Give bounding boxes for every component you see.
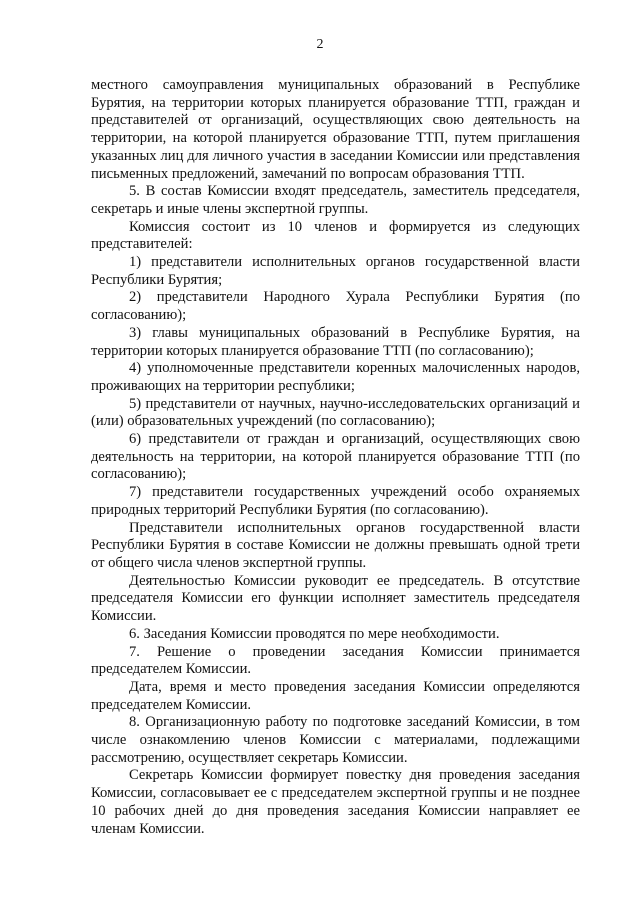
list-item-5: 5) представители от научных, научно-исследовательских организаций и (или) образовательных учреждений (по согласованию); — [91, 395, 580, 430]
list-item-3: 3) главы муниципальных образований в Республике Бурятия, на территории которых планируется образование ТТП (по согласованию); — [91, 324, 580, 359]
paragraph-item-8: 8. Организационную работу по подготовке заседаний Комиссии, в том числе ознакомлению членов Комиссии с материалами, подлежащими рассмотрению, осуществляет секретарь Комиссии. — [91, 714, 580, 766]
paragraph-continuation: местного самоуправления муниципальных образований в Республике Бурятия, на территории которых планируется образование ТТП, граждан и представителей от организаций, осуществляющих свою деятельность на территории, на которой планируется образование ТТП, путем приглашения указанных лиц для личного участия в заседании Комиссии или представления письменных предложений, замечаний по вопросам образования ТТП. — [91, 77, 580, 182]
document-body — [91, 77, 580, 838]
paragraph-item-6: 6. Заседания Комиссии проводятся по мере необходимости. — [129, 625, 500, 642]
list-item-1: 1) представители исполнительных органов государственной власти Республики Бурятия; — [91, 254, 580, 288]
paragraph-leadership: Деятельностью Комиссии руководит ее председатель. В отсутствие председателя Комиссии его функции исполняет заместитель председателя Комиссии. — [91, 572, 580, 625]
list-item-2: 2) представители Народного Хурала Республики Бурятия (по согласованию); — [91, 289, 580, 324]
paragraph-meeting-date: Дата, время и место проведения заседания Комиссии определяются председателем Комиссии. — [91, 678, 580, 713]
paragraph-secretary-agenda: Секретарь Комиссии формирует повестку дня проведения заседания Комиссии, согласовывает ее с председателем экспертной группы и не позднее 10 рабочих дней до дня проведения заседания Комиссии направляет ее членам Комиссии. — [91, 767, 580, 837]
list-item-4: 4) уполномоченные представители коренных малочисленных народов, проживающих на территории республики; — [91, 360, 580, 394]
list-item-6: 6) представители от граждан и организаций, осуществляющих свою деятельность на территории, на которой планируется образование ТТП (по согласованию); — [91, 431, 580, 483]
paragraph-item-5: 5. В состав Комиссии входят председатель, заместитель председателя, секретарь и иные члены экспертной группы. — [91, 183, 580, 217]
paragraph-item-7: 7. Решение о проведении заседания Комиссии принимается председателем Комиссии. — [91, 643, 580, 678]
paragraph-composition: Комиссия состоит из 10 членов и формируется из следующих представителей: — [91, 218, 580, 253]
paragraph-representatives-limit: Представители исполнительных органов государственной власти Республики Бурятия в составе Комиссии не должны превышать одной трети от общего числа членов экспертной группы. — [91, 519, 580, 571]
page-number: 2 — [316, 37, 324, 52]
list-item-7: 7) представители государственных учреждений особо охраняемых природных территорий Республики Бурятия (по согласованию). — [91, 484, 580, 518]
